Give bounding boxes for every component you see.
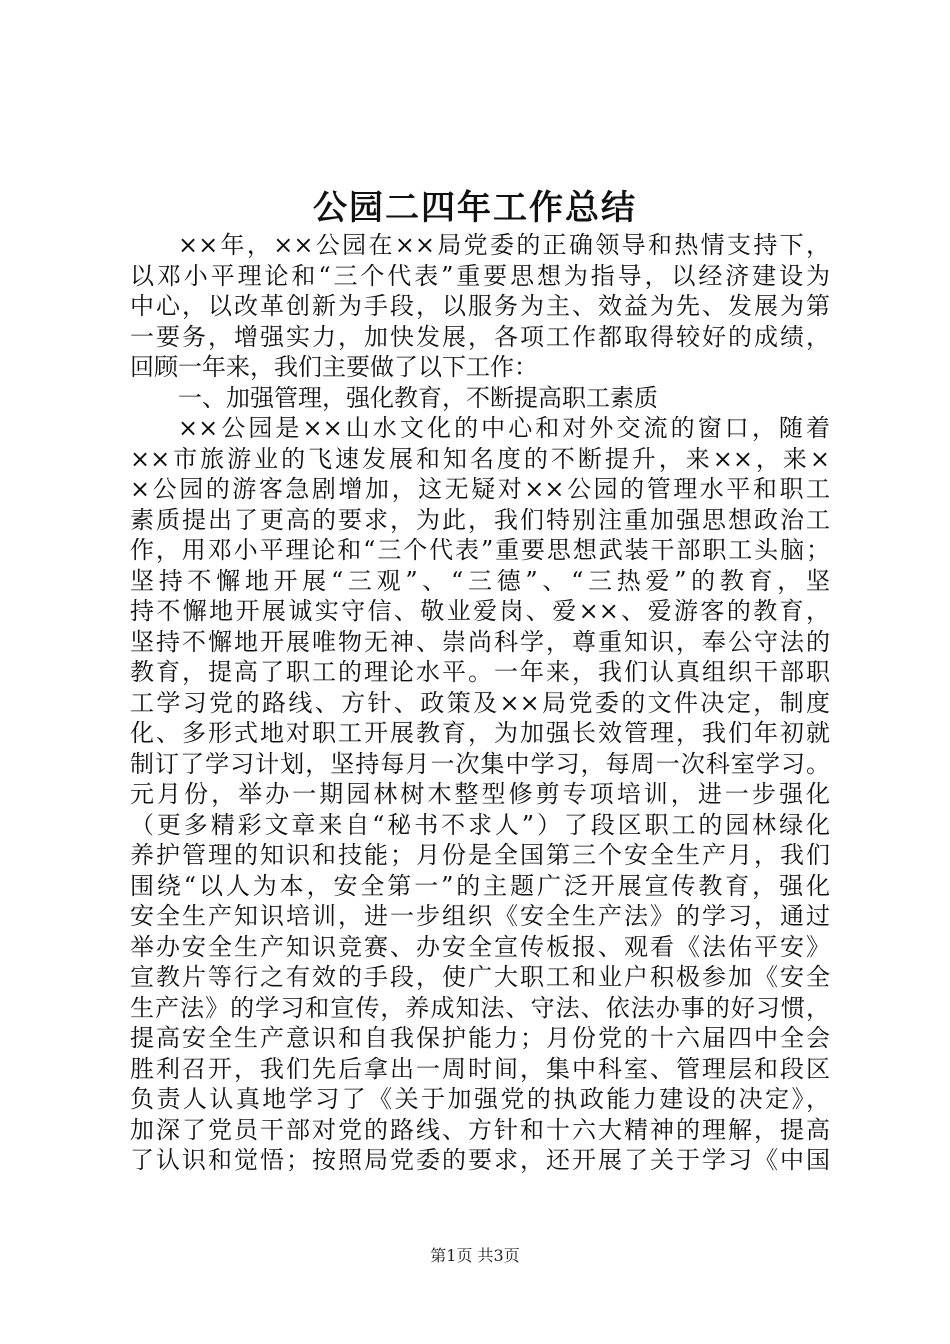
body-line: 了认识和觉悟；按照局党委的要求，还开展了关于学习《中国 bbox=[130, 1146, 830, 1174]
body-line: 养护管理的知识和技能；月份是全国第三个安全生产月，我们 bbox=[130, 841, 830, 869]
body-line: 化、多形式地对职工开展教育，为加强长效管理，我们年初就 bbox=[130, 719, 830, 747]
body-line: 胜利召开，我们先后拿出一周时间，集中科室、管理层和段区 bbox=[130, 1054, 830, 1083]
body-line: ××公园是××山水文化的中心和对外交流的窗口，随着 bbox=[178, 414, 830, 442]
body-line: 安全生产知识培训，进一步组织《安全生产法》的学习，通过 bbox=[130, 902, 830, 930]
body-line: 以邓小平理论和“三个代表”重要思想为指导，以经济建设为 bbox=[130, 261, 830, 290]
body-line: 一要务，增强实力，加快发展，各项工作都取得较好的成绩， bbox=[130, 322, 830, 351]
body-line: 加深了党员干部对党的路线、方针和十六大精神的理解，提高 bbox=[130, 1115, 830, 1144]
body-line: 负责人认真地学习了《关于加强党的执政能力建设的决定》， bbox=[130, 1085, 830, 1113]
page-footer: 第1页 共3页 bbox=[430, 1246, 520, 1265]
body-line: 坚持不懈地开展唯物无神、崇尚科学，尊重知识，奉公守法的 bbox=[130, 627, 830, 656]
section-heading: 一、加强管理，强化教育，不断提高职工素质 bbox=[178, 383, 658, 412]
body-line: 回顾一年来，我们主要做了以下工作： bbox=[130, 353, 538, 381]
body-line: 宣教片等行之有效的手段，使广大职工和业户积极参加《安全 bbox=[130, 963, 830, 991]
body-line: ××市旅游业的飞速发展和知名度的不断提升，来××，来× bbox=[130, 444, 830, 473]
body-line: 举办安全生产知识竞赛、办安全宣传板报、观看《法佑平安》 bbox=[130, 932, 830, 961]
body-line: 素质提出了更高的要求，为此，我们特别注重加强思想政治工 bbox=[130, 505, 830, 534]
body-line: 生产法》的学习和宣传，养成知法、守法、依法办事的好习惯， bbox=[130, 993, 830, 1022]
document-title: 公园二四年工作总结 bbox=[313, 188, 637, 228]
body-line: 教育，提高了职工的理论水平。一年来，我们认真组织干部职 bbox=[130, 658, 830, 686]
body-line: 工学习党的路线、方针、政策及××局党委的文件决定，制度 bbox=[130, 688, 830, 717]
body-line: 坚持不懈地开展“三观”、“三德”、“三热爱”的教育，坚 bbox=[130, 566, 830, 595]
document-body bbox=[130, 230, 830, 1176]
body-line: ×公园的游客急剧增加，这无疑对××公园的管理水平和职工 bbox=[130, 475, 830, 503]
body-line: 作，用邓小平理论和“三个代表”重要思想武装干部职工头脑； bbox=[130, 536, 830, 564]
body-line: ××年，××公园在××局党委的正确领导和热情支持下， bbox=[178, 231, 830, 259]
body-line: 围绕“以人为本，安全第一”的主题广泛开展宣传教育，强化 bbox=[130, 871, 830, 900]
body-line: （更多精彩文章来自“秘书不求人”）了段区职工的园林绿化 bbox=[130, 810, 830, 839]
body-line: 持不懈地开展诚实守信、敬业爱岗、爱××、爱游客的教育， bbox=[130, 597, 830, 625]
body-line: 元月份，举办一期园林树木整型修剪专项培训，进一步强化 bbox=[130, 780, 830, 808]
body-line: 中心，以改革创新为手段，以服务为主、效益为先、发展为第 bbox=[130, 292, 830, 320]
body-line: 提高安全生产意识和自我保护能力；月份党的十六届四中全会 bbox=[130, 1024, 830, 1052]
body-line: 制订了学习计划，坚持每月一次集中学习，每周一次科室学习。 bbox=[130, 749, 830, 778]
